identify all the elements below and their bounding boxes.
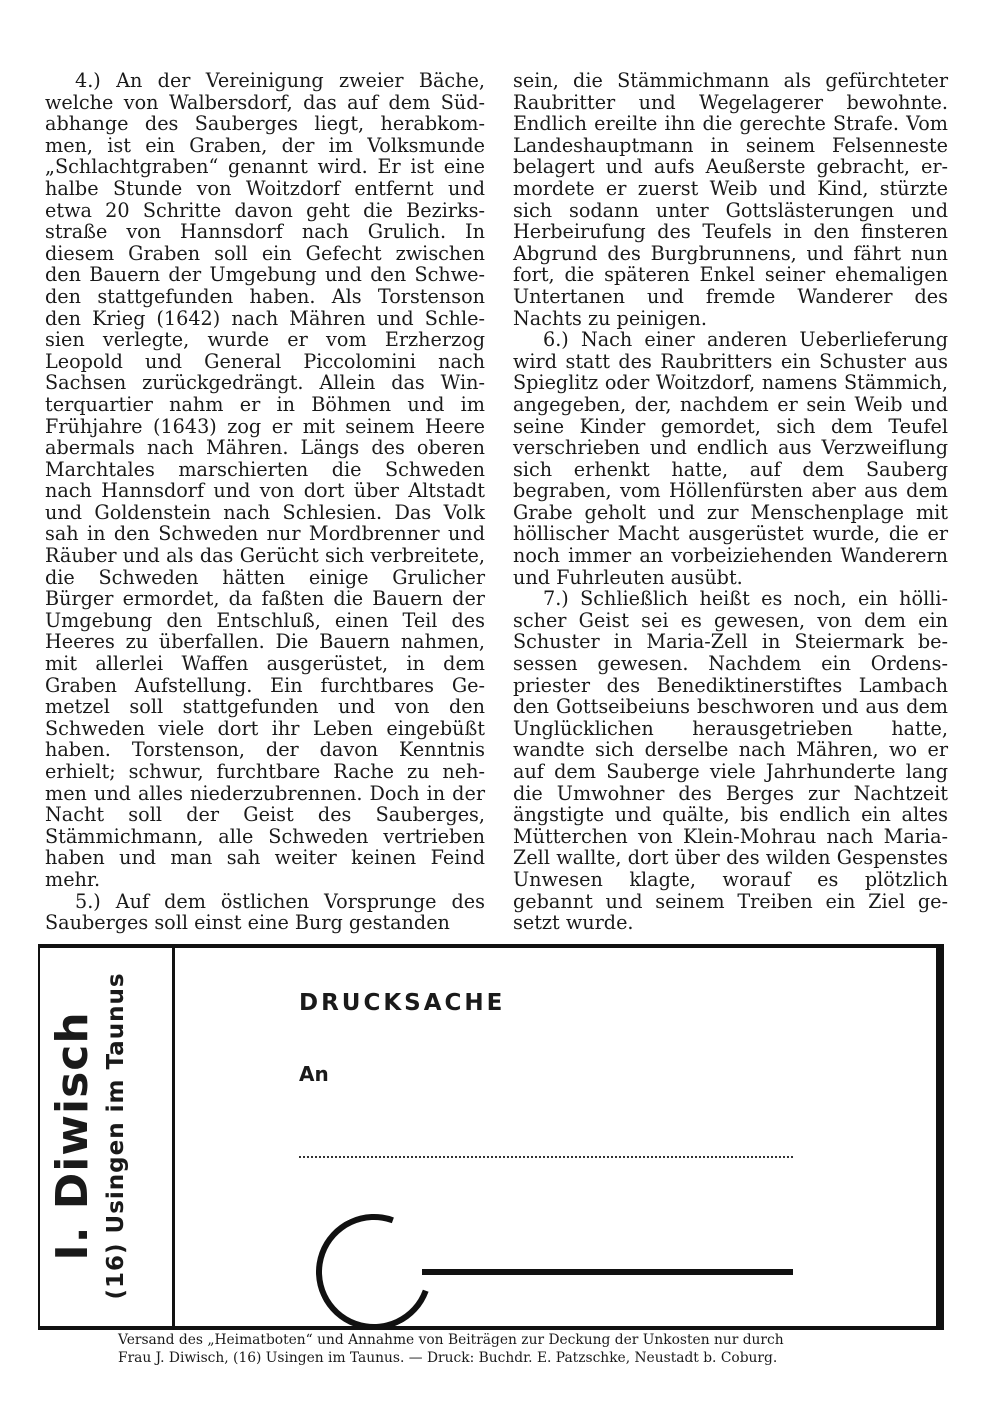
mailing-label bbox=[38, 944, 944, 1330]
imprint-footer bbox=[118, 1331, 888, 1367]
footer-line-1: Versand des „Heimatboten“ und Annahme von Beiträgen zur Deckung der Unkosten nur durch bbox=[118, 1332, 784, 1348]
sender-name: I. Diwisch bbox=[47, 1011, 98, 1261]
sender-block bbox=[46, 971, 166, 1301]
sender-address: (16) Usingen im Taunus bbox=[103, 972, 129, 1300]
sender-panel bbox=[40, 948, 175, 1326]
paragraph-5-continued: sein, die Stämmichmann als gefürchteter Raubritter und Wegelagerer bewohnte. Endlich ereilte ihn die gerechte Strafe. Vom Landeshauptmann in seinem Felsenneste belagert und aufs Aeußerste gebracht, ermordete er zuerst Weib und Kind, stürzte sich sodann unter Gottslästerungen und Herbeirufung des Teufels in den finsteren Abgrund des Burgbrunnens, und fährt nun fort, die späteren Enkel seiner ehemaligen Untertanen und fremde Wanderer des Nachts zu peinigen. bbox=[513, 69, 948, 330]
address-dotted-line bbox=[299, 1156, 793, 1158]
drucksache-label: DRUCKSACHE bbox=[299, 990, 506, 1016]
left-column bbox=[45, 70, 485, 934]
paragraph-5-start: 5.) Auf dem östlichen Vorsprunge des Sauberges soll einst eine Burg gestanden bbox=[45, 889, 485, 935]
paragraph-4: 4.) An der Vereinigung zweier Bäche, welche von Walbersdorf, das auf dem Südabhange des Sauberges liegt, herabkommen, ist ein Graben, der im Volksmunde „Schlachtgraben“ genannt wird. Er ist eine halbe Stunde von Woitzdorf entfernt und etwa 20 Schritte davon geht die Bezirksstraße von Hannsdorf nach Grulich. In diesem Graben soll ein Gefecht zwischen den Bauern der Umgebung und den Schweden stattgefunden haben. Als Torstenson den Krieg (1642) nach Mähren und Schlesien verlegte, wurde er vom Erzherzog Leopold und General Piccolomini nach Sachsen zurückgedrängt. Allein das Winterquartier nahm er in Böhmen und im Frühjahre (1643) zog er mit seinem Heere abermals nach Mähren. Längs des oberen Marchtales marschierten die Schweden nach Hannsdorf und von dort über Altstadt und Goldenstein nach Schlesien. Das Volk sah in den Schweden nur Mordbrenner und Räuber und als das Gerücht sich verbreitete, die Schweden hätten einige Grulicher Bürger ermordet, da faßten die Bauern der Umgebung den Entschluß, einen Teil des Heeres zu überfallen. Die Bauern nahmen, mit allerlei Waffen ausgerüstet, in dem Graben Aufstellung. Ein furchtbares Gemetzel soll stattgefunden und von den Schweden viele dort ihr Leben eingebüßt haben. Torstenson, der davon Kenntnis erhielt; schwur, furchtbare Rache zu nehmen und alles niederzubrennen. Doch in der Nacht soll der Geist des Sauberges, Stämmichmann, alle Schweden vertrieben haben und man sah weiter keinen Feind mehr. bbox=[45, 69, 485, 891]
paragraph-7: 7.) Schließlich heißt es noch, ein höllischer Geist sei es gewesen, von dem ein Schuster in Maria-Zell in Steiermark besessen gewesen. Nachdem ein Ordenspriester des Benediktinerstiftes Lambach den Gottseibeiuns beschworen und aus dem Unglücklichen herausgetrieben hatte, wandte sich derselbe nach Mähren, wo er auf dem Sauberge viele Jahrhunderte lang die Umwohner des Berges zur Nachtzeit ängstigte und quälte, bis endlich ein altes Mütterchen von Klein-Mohrau nach Maria-Zell wallte, dort über des wilden Gespenstes Unwesen klagte, worauf es plötzlich gebannt und seinem Treiben ein Ziel gesetzt wurde. bbox=[513, 587, 948, 935]
right-column bbox=[513, 70, 948, 934]
paragraph-6: 6.) Nach einer anderen Ueberlieferung wird statt des Raubritters ein Schuster aus Spieglitz oder Woitzdorf, namens Stämmich, angegeben, der, nachdem er sein Weib und seine Kinder gemordet, sich dem Teufel verschrieben und endlich aus Verzweiflung sich erhenkt hatte, auf dem Sauberg begraben, vom Höllenfürsten aber aus dem Grabe geholt und zur Menschenplage mit höllischer Macht ausgerüstet wurde, die er noch immer an vorbeiziehenden Wanderern und Fuhrleuten ausübt. bbox=[513, 328, 948, 589]
recipient-label: An bbox=[299, 1062, 329, 1086]
address-solid-line bbox=[422, 1269, 793, 1275]
footer-line-2: Frau J. Diwisch, (16) Usingen im Taunus. — Druck: Buchdr. E. Patzschke, Neustadt b. Coburg. bbox=[118, 1350, 778, 1366]
